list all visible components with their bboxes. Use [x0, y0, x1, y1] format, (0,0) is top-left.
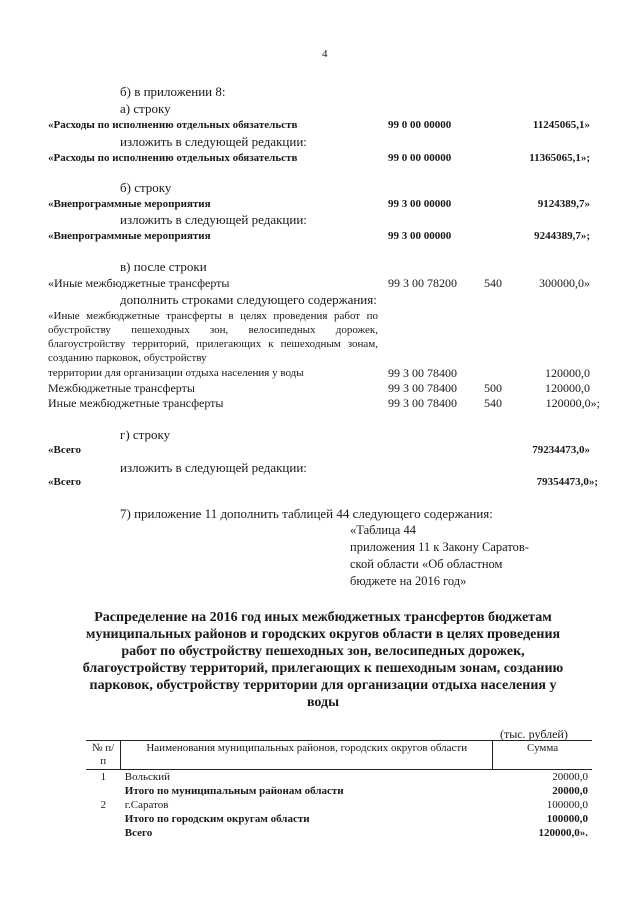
table-header-row — [86, 741, 592, 770]
table-row — [86, 784, 592, 798]
edit-instruction: изложить в следующей редакции: — [120, 212, 307, 227]
edit-instruction: изложить в следующей редакции: — [120, 460, 307, 475]
row-name: Иные межбюджетные трансферты — [48, 396, 224, 410]
row-sum: 11365065,1»; — [529, 152, 590, 164]
row-sum: 9244389,7»; — [534, 230, 590, 242]
new-row-paragraph: «Иные межбюджетные трансферты в целях проведения работ по обустройству пешеходных зон, велосипедных дорожек, благоустройству территорий, прилегающих к пешеходным зонам, созданию парковок, обустройству — [48, 310, 378, 364]
row-code: 99 3 00 78400 — [388, 366, 457, 380]
header-name: Наименования муниципальных районов, городских округов области — [121, 741, 493, 770]
row-name: «Иные межбюджетные трансферты — [48, 276, 230, 290]
cell-name: Вольский — [124, 771, 170, 783]
units-label: (тыс. рублей) — [500, 727, 568, 741]
row-name: «Внепрограммные мероприятия — [48, 230, 211, 242]
table-heading: Распределение на 2016 год иных межбюджетных трансфертов бюджетам муниципальных районов и городских округов области в целях проведения работ по обустройству пешеходных зон, велосипедных дорожек, благоустройству территорий, прилегающих к пешеходным зонам, созданию парковок, обустройству территории для организации отдыха населения у воды — [82, 610, 564, 710]
table-row — [86, 826, 592, 840]
row-name: «Всего — [48, 476, 81, 488]
row-name: «Внепрограммные мероприятия — [48, 198, 211, 210]
table-row — [86, 770, 592, 785]
item-a-label: а) строку — [120, 101, 171, 116]
cell-sum: 100000,0 — [546, 813, 588, 825]
row-code: 99 3 00 78400 — [388, 381, 457, 395]
cell-sum: 20000,0 — [552, 785, 588, 797]
row-sum: 79354473,0»; — [536, 476, 598, 488]
add-instruction: дополнить строками следующего содержания: — [120, 292, 377, 307]
table-row — [86, 812, 592, 826]
row-sum: 9124389,7» — [537, 198, 590, 210]
row-name: «Расходы по исполнению отдельных обязательств — [48, 152, 298, 164]
row-name: Межбюджетные трансферты — [48, 381, 195, 395]
row-sum: 79234473,0» — [532, 444, 590, 456]
header-num: № п/п — [86, 741, 121, 770]
row-sum: 120000,0 — [545, 366, 590, 380]
annex-line-2: приложения 11 к Закону Саратов- — [350, 540, 529, 554]
row-sum: 300000,0» — [539, 276, 590, 290]
cell-name: Итого по муниципальным районам области — [124, 785, 344, 797]
subsection-title: б) в приложении 8: — [120, 84, 226, 99]
row-code: 99 0 00 00000 — [388, 152, 452, 164]
cell-num — [86, 812, 121, 826]
annex-line-4: бюджете на 2016 год» — [350, 574, 467, 588]
distribution-table — [86, 740, 592, 840]
row-code: 99 3 00 78400 — [388, 396, 457, 410]
cell-name: Всего — [124, 827, 153, 839]
cell-sum: 20000,0 — [552, 771, 588, 783]
item-v-label: в) после строки — [120, 259, 207, 274]
row-name: «Всего — [48, 444, 81, 456]
cell-num — [86, 784, 121, 798]
cell-name: Итого по городским округам области — [124, 813, 310, 825]
row-code: 99 0 00 00000 — [388, 119, 452, 131]
row-code: 99 3 00 78200 — [388, 276, 457, 290]
row-sum: 11245065,1» — [532, 119, 590, 131]
cell-num: 1 — [100, 771, 107, 783]
header-sum: Сумма — [493, 741, 592, 770]
row-code: 99 3 00 00000 — [388, 198, 452, 210]
row-code: 99 3 00 00000 — [388, 230, 452, 242]
row-sum: 120000,0»; — [545, 396, 600, 410]
edit-instruction: изложить в следующей редакции: — [120, 134, 307, 149]
page-number: 4 — [322, 48, 328, 60]
row-vr: 540 — [484, 396, 502, 410]
cell-num — [86, 826, 121, 840]
row-vr: 540 — [484, 276, 502, 290]
cell-sum: 120000,0». — [538, 827, 588, 839]
cell-name: г.Саратов — [124, 799, 169, 811]
table-row — [86, 798, 592, 812]
item-b-label: б) строку — [120, 180, 172, 195]
row-name: «Расходы по исполнению отдельных обязательств — [48, 119, 298, 131]
item-7: 7) приложение 11 дополнить таблицей 44 следующего содержания: — [120, 506, 493, 521]
new-row-last-line: территории для организации отдыха населения у воды — [48, 367, 304, 379]
row-vr: 500 — [484, 381, 502, 395]
annex-line-3: ской области «Об областном — [350, 557, 503, 571]
cell-num: 2 — [100, 799, 107, 811]
annex-line-1: «Таблица 44 — [350, 523, 416, 537]
row-sum: 120000,0 — [545, 381, 590, 395]
item-g-label: г) строку — [120, 427, 171, 442]
cell-sum: 100000,0 — [546, 799, 588, 811]
